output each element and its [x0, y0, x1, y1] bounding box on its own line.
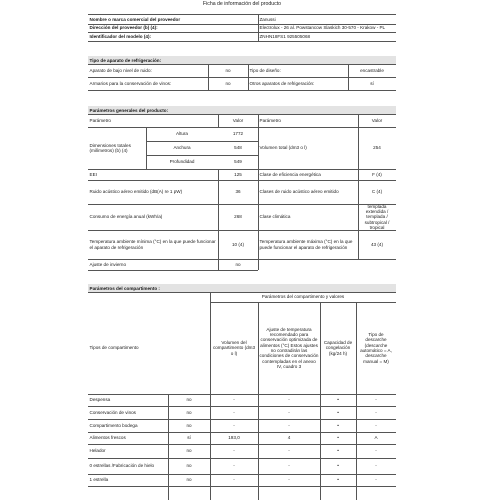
appliance-type-row-1 [88, 64, 396, 78]
col-param: Parámetro [89, 117, 111, 123]
compartment-temp: - [288, 448, 290, 454]
col-value-2: Valor [371, 117, 383, 123]
compartment-temp: 4 [287, 435, 291, 441]
compartment-row [88, 474, 396, 487]
dim-depth-label: Profundidad [169, 159, 195, 165]
dimensions-label: Dimensiones totales (milímetros) (b) (4) [89, 142, 131, 153]
wine-storage-label: Armarios para la conservación de vinos: [89, 80, 172, 86]
model-id-label: Identificador del modelo (4): [89, 33, 152, 39]
compartment-heading: Parámetros del compartimento : [88, 284, 396, 293]
consumption-value: 268 [234, 214, 242, 220]
compartment-row [88, 458, 396, 475]
model-id-value: ZNHN18FS1 925505068 [259, 33, 311, 39]
col-recommended-temp: Ajuste de temperatura recomendado para conservación optimizada de alimentos (°C) Estos ajustes no contradirán las condiciones de conservación contempladas en el anexo IV, cuadro 3 [259, 326, 319, 369]
compartment-freeze: • [337, 435, 339, 441]
appliance-type-row-2 [88, 77, 396, 91]
compartment-name: 1 estrella [89, 477, 109, 483]
compartment-volume: 193,0 [228, 435, 240, 441]
compartment-freeze: • [337, 397, 339, 403]
compartment-volume: - [233, 397, 235, 403]
other-appliance-value: sí [370, 80, 374, 86]
compartment-freeze: • [337, 422, 339, 428]
compartment-present: sí [187, 435, 191, 441]
design-type-label: Tipo de diseño: [249, 67, 281, 73]
compartment-defrost: - [375, 477, 377, 483]
dim-width-label: Anchura [173, 145, 191, 151]
low-noise-value: no [225, 67, 231, 73]
dim-width-value: 548 [234, 145, 242, 151]
col-defrost-type: Tipo de descarche (descarche automático = A, descarche manual = M) [360, 332, 392, 364]
compartment-present: no [186, 422, 192, 428]
consumption-row [88, 204, 396, 231]
compartment-temp: - [288, 477, 290, 483]
noise-value: 36 [235, 189, 241, 195]
compartment-present: no [186, 477, 192, 483]
compartment-volume: - [233, 477, 235, 483]
compartment-defrost: - [375, 422, 377, 428]
dim-width-row [146, 141, 258, 156]
compartment-defrost: - [375, 397, 377, 403]
col-param-2: Parámetro [259, 117, 281, 123]
ambient-temp-row [88, 230, 396, 260]
compartment-header-row [88, 302, 396, 395]
compartment-freeze: • [337, 448, 339, 454]
efficiency-class-label: Clase de eficiencia energética [259, 171, 321, 177]
sheet-title: Ficha de información del producto [202, 1, 282, 7]
wine-storage-value: no [225, 80, 231, 86]
design-type-value: encastrable [360, 67, 384, 73]
consumption-label: Consumo de energía anual (kWh/a) [89, 214, 163, 220]
compartment-temp: - [288, 463, 290, 469]
compartment-present: no [186, 448, 192, 454]
min-temp-label: Temperatura ambiente mínima (°C) en la que puede funcionar el aparato de refrigeración [89, 239, 216, 250]
compartment-name: 0 estrellas /Fabricación de hielo [89, 463, 155, 469]
efficiency-class-value: F (4) [372, 171, 382, 177]
compartment-freeze: • [337, 477, 339, 483]
compartment-freeze: • [337, 463, 339, 469]
total-volume-label: Volumen total (dm3 o l) [259, 145, 307, 151]
max-temp-value: 43 (4) [370, 241, 383, 247]
supplier-address-label: Dirección del proveedor (b) (4): [89, 24, 158, 30]
general-params-heading: Parámetros generales del producto: [88, 106, 396, 115]
compartment-volume: - [233, 463, 235, 469]
compartment-defrost: - [375, 409, 377, 415]
winter-row [88, 259, 258, 271]
general-header-row [88, 114, 396, 128]
compartment-defrost: - [375, 448, 377, 454]
total-volume-value: 254 [373, 145, 381, 151]
other-appliance-label: Otros aparatos de refrigeración: [249, 80, 315, 86]
noise-row [88, 180, 396, 205]
supplier-name-label: Nombre o marca comercial del proveedor [89, 16, 181, 22]
noise-label: Ruido acústico aéreo emitido (dB(A) re 1 pW) [89, 189, 183, 195]
noise-class-value: C (4) [371, 189, 383, 195]
compartment-row [88, 419, 396, 433]
compartment-name: Alimentos frescos [89, 435, 126, 441]
winter-label: Ajuste de invierno [89, 261, 127, 267]
eei-value: 125 [234, 171, 242, 177]
compartment-name: Conservación de vinos [89, 409, 136, 415]
eei-label: EEI [89, 171, 97, 177]
noise-class-label: Clases de ruido acústico aéreo emitido [259, 189, 339, 195]
compartment-present: no [186, 409, 192, 415]
compartment-temp: - [288, 422, 290, 428]
supplier-name-value: Zanussi [259, 16, 276, 22]
compartment-defrost: - [375, 463, 377, 469]
compartment-volume: - [233, 422, 235, 428]
max-temp-label: Temperatura ambiente máxima (°C) en la que puede funcionar el aparato de refrigeración [259, 239, 353, 250]
dim-depth-row [146, 155, 258, 169]
product-info-sheet [88, 0, 396, 500]
dim-height-row [146, 127, 258, 142]
col-freeze-capacity: Capacidad de congelación (kg/24 h) [323, 340, 353, 356]
dim-height-value: 1772 [232, 131, 244, 137]
compartment-volume: - [233, 448, 235, 454]
col-compartment-type: Tipos de compartimento [89, 345, 139, 351]
compartment-present: no [186, 463, 192, 469]
compartment-name: Despensa [89, 397, 111, 403]
climate-class-value: templada extendida / templada / subtropical / tropical [364, 203, 390, 230]
col-compartment-volume: Volumen del compartimento (dm3 o l) [212, 340, 256, 356]
compartment-row [88, 406, 396, 420]
compartment-temp: - [288, 397, 290, 403]
supplier-address-value: Electrolux - 26 al. Powstancow Slaskich 30-570 - Krakow - PL [259, 24, 386, 30]
winter-value: no [235, 261, 241, 267]
compartment-name: Compartimento bodega [89, 422, 138, 428]
model-id-row [88, 32, 396, 42]
compartment-row [88, 444, 396, 459]
low-noise-label: Aparato de bajo nivel de ruido: [89, 67, 152, 73]
dim-depth-value: 549 [234, 159, 242, 165]
climate-class-label: Clase climática [259, 214, 291, 220]
min-temp-value: 10 (4) [231, 241, 244, 247]
compartment-freeze: • [337, 409, 339, 415]
group-header-label: Parámetros del compartimento y valores [261, 294, 345, 300]
compartment-defrost: A [374, 435, 378, 441]
appliance-type-heading: Tipo de aparato de refrigeración: [88, 56, 396, 65]
compartment-present: no [186, 397, 192, 403]
dim-height-label: Altura [175, 131, 188, 137]
compartment-volume: - [233, 409, 235, 415]
col-value: Valor [232, 117, 244, 123]
compartment-temp: - [288, 409, 290, 415]
compartment-name: Helador [89, 448, 106, 454]
